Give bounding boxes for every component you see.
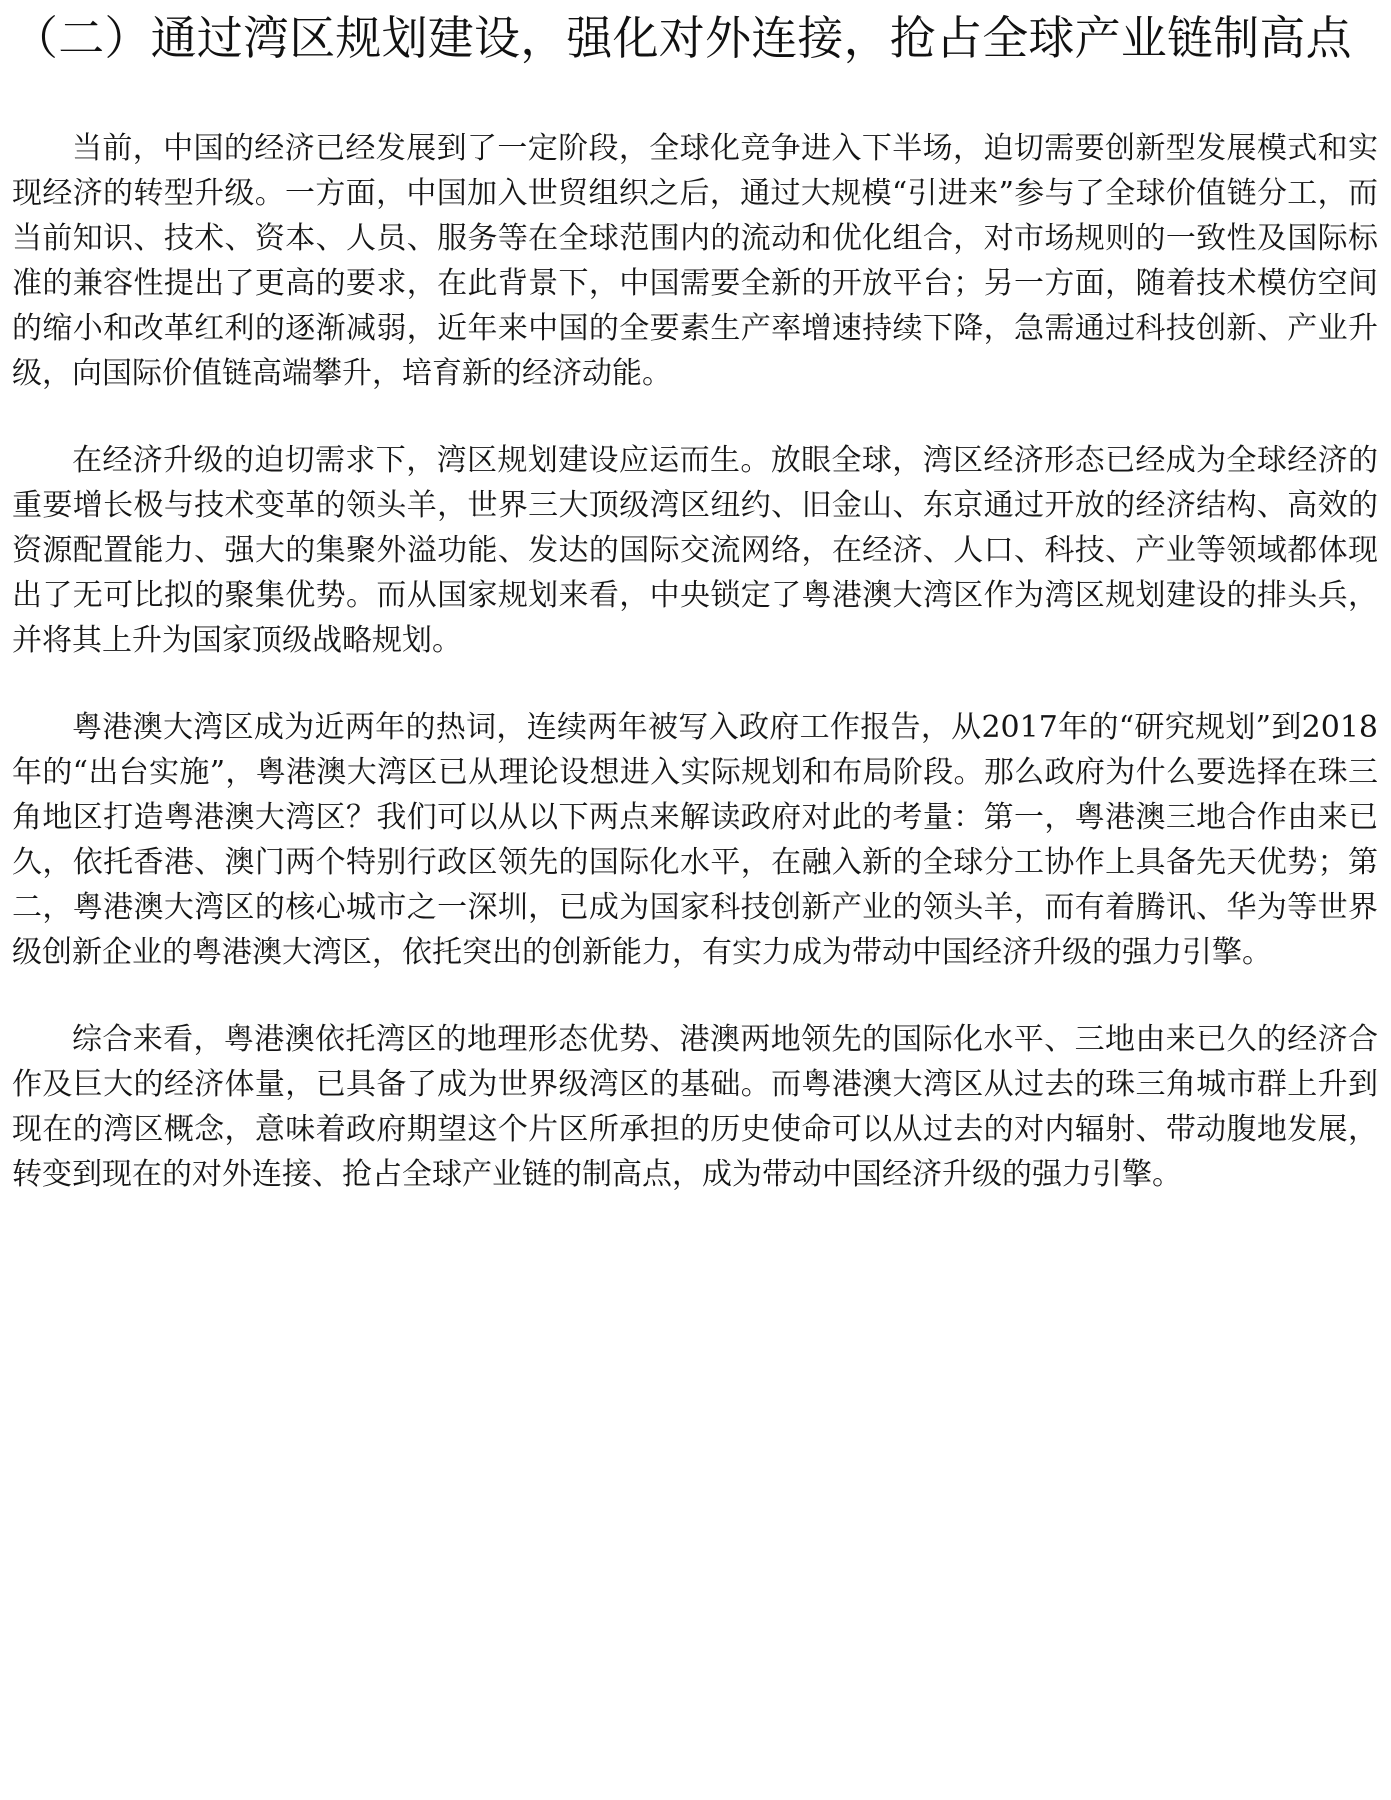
body-text: [12, 126, 1378, 1197]
paragraph-3: 粤港澳大湾区成为近两年的热词，连续两年被写入政府工作报告，从2017年的“研究规划”到2018年的“出台实施”，粤港澳大湾区已从理论设想进入实际规划和布局阶段。那么政府为什么要选择在珠三角地区打造粤港澳大湾区？我们可以从以下两点来解读政府对此的考量：第一，粤港澳三地合作由来已久，依托香港、澳门两个特别行政区领先的国际化水平，在融入新的全球分工协作上具备先天优势；第二，粤港澳大湾区的核心城市之一深圳，已成为国家科技创新产业的领头羊，而有着腾讯、华为等世界级创新企业的粤港澳大湾区，依托突出的创新能力，有实力成为带动中国经济升级的强力引擎。: [12, 710, 1378, 970]
paragraph-2: 在经济升级的迫切需求下，湾区规划建设应运而生。放眼全球，湾区经济形态已经成为全球经济的重要增长极与技术变革的领头羊，世界三大顶级湾区纽约、旧金山、东京通过开放的经济结构、高效的资源配置能力、强大的集聚外溢功能、发达的国际交流网络，在经济、人口、科技、产业等领域都体现出了无可比拟的聚集优势。而从国家规划来看，中央锁定了粤港澳大湾区作为湾区规划建设的排头兵，并将其上升为国家顶级战略规划。: [12, 443, 1378, 658]
paragraph-1: 当前，中国的经济已经发展到了一定阶段，全球化竞争进入下半场，迫切需要创新型发展模式和实现经济的转型升级。一方面，中国加入世贸组织之后，通过大规模“引进来”参与了全球价值链分工，而当前知识、技术、资本、人员、服务等在全球范围内的流动和优化组合，对市场规则的一致性及国际标准的兼容性提出了更高的要求，在此背景下，中国需要全新的开放平台；另一方面，随着技术模仿空间的缩小和改革红利的逐渐减弱，近年来中国的全要素生产率增速持续下降，急需通过科技创新、产业升级，向国际价值链高端攀升，培育新的经济动能。: [12, 131, 1378, 391]
paragraph-4: 综合来看，粤港澳依托湾区的地理形态优势、港澳两地领先的国际化水平、三地由来已久的经济合作及巨大的经济体量，已具备了成为世界级湾区的基础。而粤港澳大湾区从过去的珠三角城市群上升到现在的湾区概念，意味着政府期望这个片区所承担的历史使命可以从过去的对内辐射、带动腹地发展，转变到现在的对外连接、抢占全球产业链的制高点，成为带动中国经济升级的强力引擎。: [12, 1022, 1378, 1192]
document-page: [12, 0, 1378, 1239]
section-heading: （二）通过湾区规划建设，强化对外连接，抢占全球产业链制高点: [12, 11, 1352, 65]
